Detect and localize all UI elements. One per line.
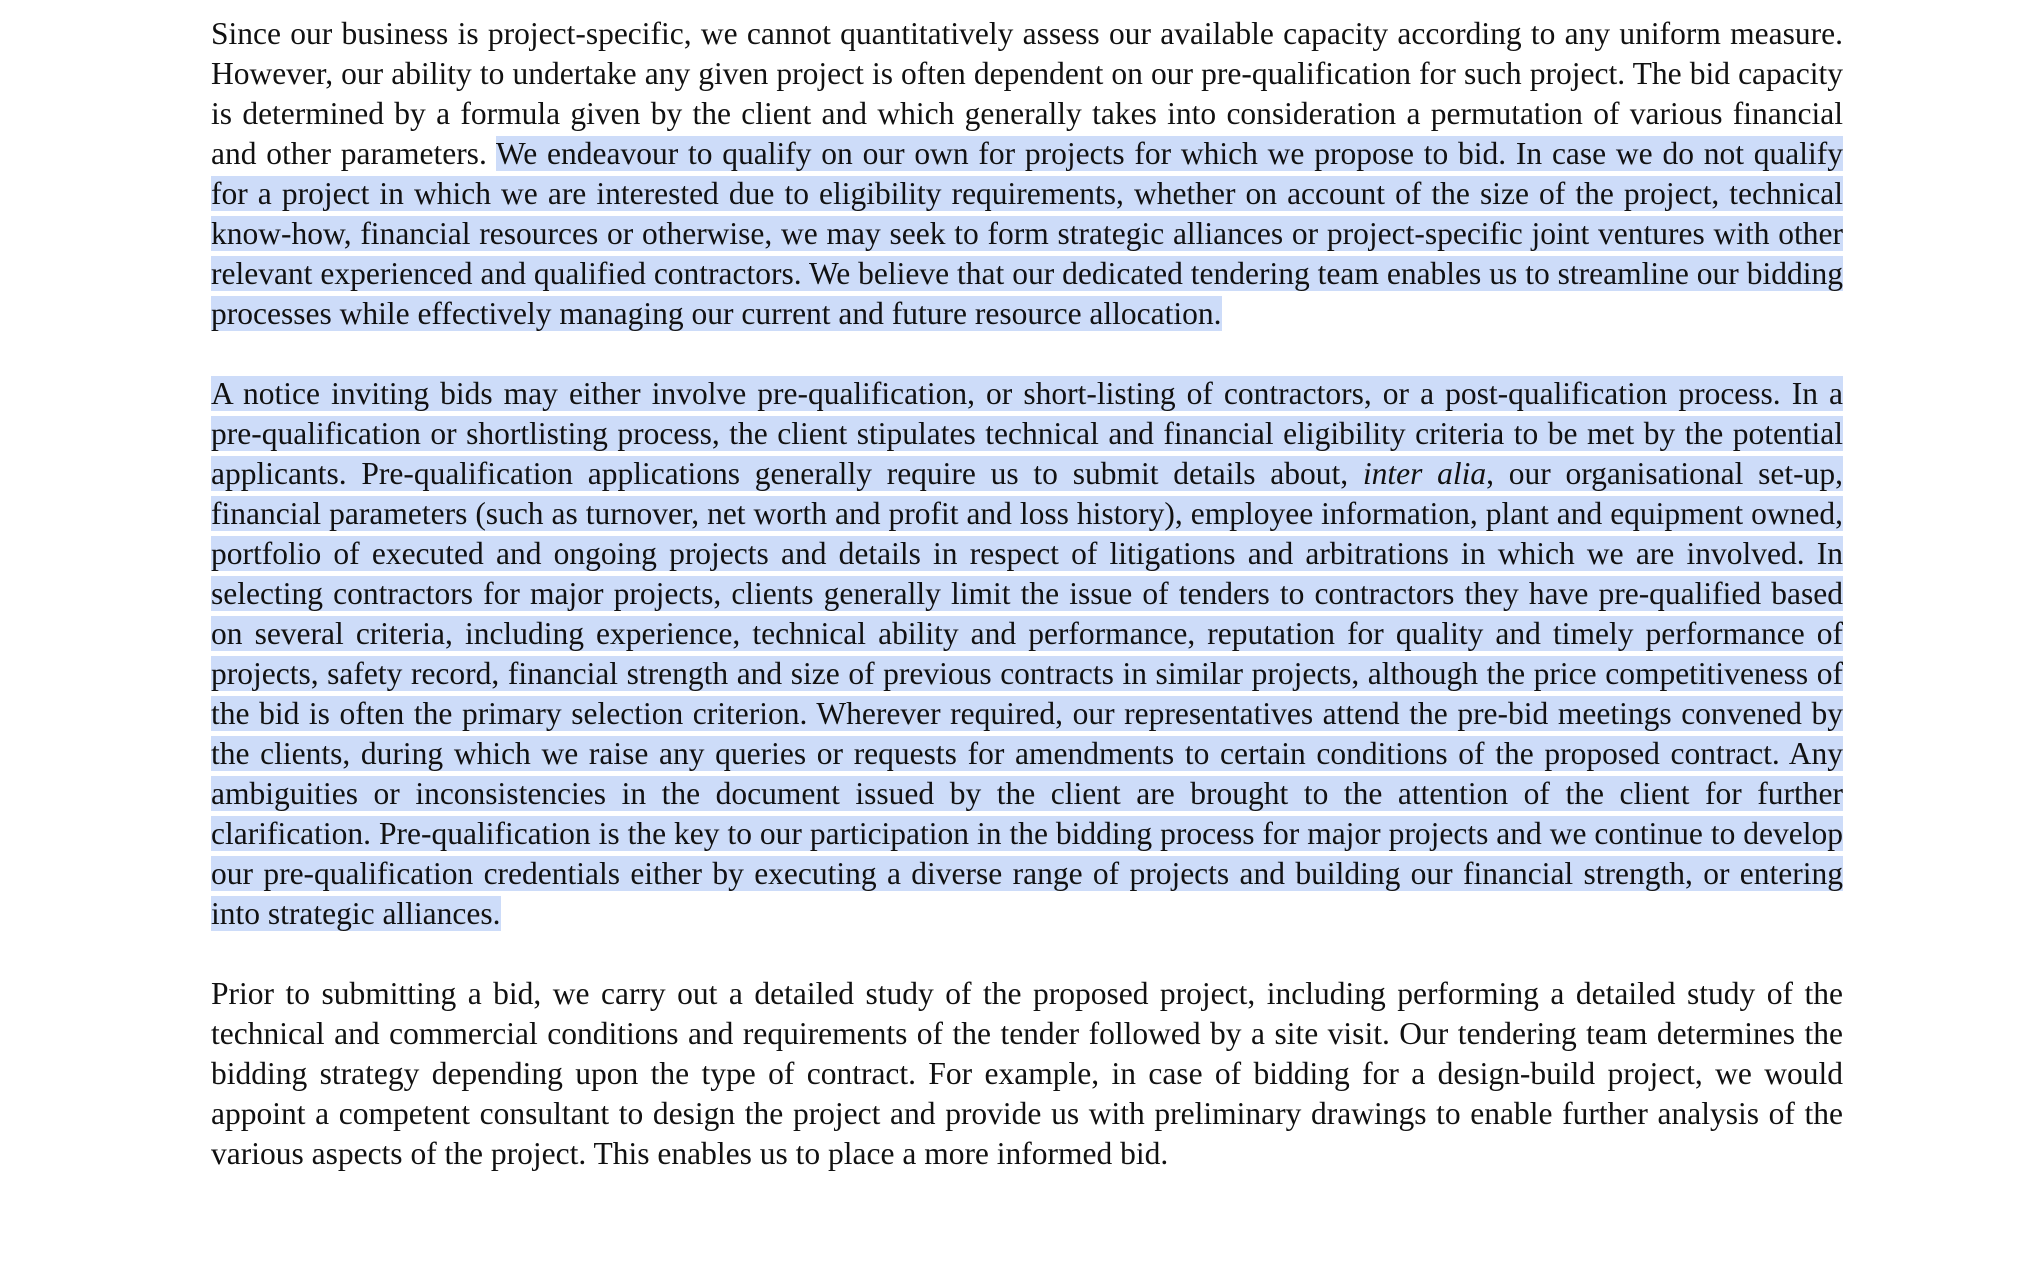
- paragraph-3-text[interactable]: Prior to submitting a bid, we carry out a detailed study of the proposed project, including performing a detailed study of the technical and commercial conditions and requirements of the tender followed by a site visit. Our tendering team determines the bidding strategy depending upon the type of contract. For example, in case of bidding for a design-build project, we would appoint a competent consultant to design the project and provide us with preliminary drawings to enable further analysis of the various aspects of the project. This enables us to place a more informed bid.: [211, 976, 1843, 1171]
- paragraph-1-text[interactable]: Since our business is project-specific, we cannot quantitatively assess our available capacity according to any uniform measure. However, our ability to undertake any given project is often dependent on our pre-qualification for such project. The bid capacity is determined by a formula given by the client and which generally takes into consideration a permutation of various financial and other parameters.: [211, 16, 1843, 171]
- paragraph-bid-capacity: [211, 14, 1843, 334]
- paragraph-pre-qualification: [211, 374, 1843, 934]
- document-page: [211, 14, 1843, 1174]
- selected-text-2b[interactable]: , our organisational set-up, financial parameters (such as turnover, net worth and profit and loss history), employee information, plant and equipment owned, portfolio of executed and ongoing projects and details in respect of litigations and arbitrations in which we are involved. In selecting contractors for major projects, clients generally limit the issue of tenders to contractors they have pre-qualified based on several criteria, including experience, technical ability and performance, reputation for quality and timely performance of projects, safety record, financial strength and size of previous contracts in similar projects, although the price competitiveness of the bid is often the primary selection criterion. Wherever required, our representatives attend the pre-bid meetings convened by the clients, during which we raise any queries or requests for amendments to certain conditions of the proposed contract. Any ambiguities or inconsistencies in the document issued by the client are brought to the attention of the client for further clarification. Pre-qualification is the key to our participation in the bidding process for major projects and we continue to develop our pre-qualification credentials either by executing a diverse range of projects and building our financial strength, or entering into strategic alliances.: [211, 456, 1844, 931]
- selected-text-italic[interactable]: inter alia: [1362, 456, 1487, 491]
- paragraph-bid-study: [211, 974, 1843, 1174]
- selected-text-1[interactable]: We endeavour to qualify on our own for projects for which we propose to bid. In case we do not qualify for a project in which we are interested due to eligibility requirements, whether on account of the size of the project, technical know-how, financial resources or otherwise, we may seek to form strategic alliances or project-specific joint ventures with other relevant experienced and qualified contractors. We believe that our dedicated tendering team enables us to streamline our bidding processes while effectively managing our current and future resource allocation.: [211, 136, 1843, 331]
- selected-text-2a[interactable]: A notice inviting bids may either involve pre-qualification, or short-listing of contractors, or a post-qualification process. In a pre-qualification or shortlisting process, the client stipulates technical and financial eligibility criteria to be met by the potential applicants. Pre-qualification applications generally require us to submit details about,: [211, 376, 1843, 491]
